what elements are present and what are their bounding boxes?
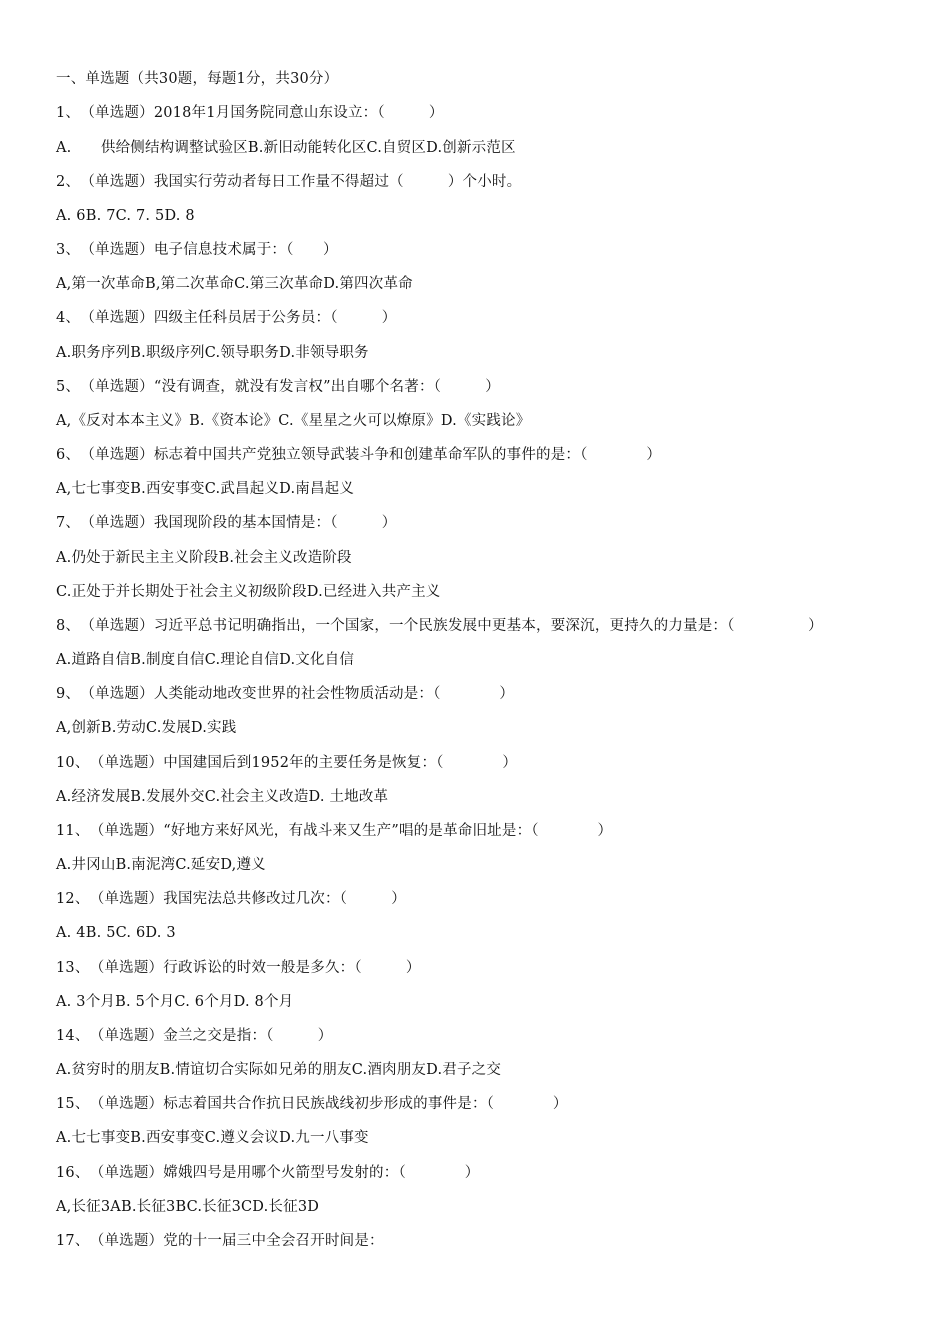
question-16: 16、 （单选题）嫦娥四号是用哪个火箭型号发射的：（ ） xyxy=(56,1165,480,1181)
question-4: 4、 （单选题）四级主任科员居于公务员：（ ） xyxy=(56,310,397,326)
options-12: A. 4B. 5C. 6D. 3 xyxy=(56,925,176,941)
question-17: 17、 （单选题）党的十一届三中全会召开时间是： xyxy=(56,1233,384,1249)
options-4: A.职务序列B.职级序列C.领导职务D.非领导职务 xyxy=(56,345,369,361)
options-2: A. 6B. 7C. 7. 5D. 8 xyxy=(56,208,195,224)
options-15: A.七七事变B.西安事变C.遵义会议D.九一八事变 xyxy=(56,1130,369,1146)
options-11: A.井冈山B.南泥湾C.延安D,遵义 xyxy=(56,857,266,873)
question-5: 5、 （单选题）“没有调查，就没有发言权”出自哪个名著：（ ） xyxy=(56,379,500,395)
question-3: 3、 （单选题）电子信息技术属于：（ ） xyxy=(56,242,338,258)
question-1: 1、 （单选题）2018年1月国务院同意山东设立：（ ） xyxy=(56,105,444,121)
options-8: A.道路自信B.制度自信C.理论自信D.文化自信 xyxy=(56,652,355,668)
options-16: A,长征3AB.长征3BC.长征3CD.长征3D xyxy=(56,1199,320,1215)
options-7b: C.正处于并长期处于社会主义初级阶段D.已经进入共产主义 xyxy=(56,584,441,600)
question-14: 14、 （单选题）金兰之交是指：（ ） xyxy=(56,1028,333,1044)
options-6: A,七七事变B.西安事变C.武昌起义D.南昌起义 xyxy=(56,481,355,497)
options-5: A,《反对本本主义》B.《资本论》C.《星星之火可以燎原》D.《实践论》 xyxy=(56,413,531,429)
options-9: A,创新B.劳动C.发展D.实践 xyxy=(56,720,237,736)
question-7: 7、 （单选题）我国现阶段的基本国情是：（ ） xyxy=(56,515,397,531)
options-13: A. 3个月B. 5个月C. 6个月D. 8个月 xyxy=(56,994,294,1010)
question-10: 10、 （单选题）中国建国后到1952年的主要任务是恢复：（ ） xyxy=(56,755,518,771)
question-2: 2、 （单选题）我国实行劳动者每日工作量不得超过（ ）个小时。 xyxy=(56,174,522,190)
question-8: 8、 （单选题）习近平总书记明确指出，一个国家，一个民族发展中更基本，要深沉，更持久的力量是：（ ） xyxy=(56,618,823,634)
question-12: 12、 （单选题）我国宪法总共修改过几次：（ ） xyxy=(56,891,406,907)
question-9: 9、 （单选题）人类能动地改变世界的社会性物质活动是：（ ） xyxy=(56,686,515,702)
options-3: A,第一次革命B,第二次革命C.第三次革命D.第四次革命 xyxy=(56,276,413,292)
options-1: A. 供给侧结构调整试验区B.新旧动能转化区C.自贸区D.创新示范区 xyxy=(56,140,516,156)
question-15: 15、 （单选题）标志着国共合作抗日民族战线初步形成的事件是：（ ） xyxy=(56,1096,568,1112)
options-10: A.经济发展B.发展外交C.社会主义改造D. 土地改革 xyxy=(56,789,389,805)
question-11: 11、 （单选题）“好地方来好风光，有战斗来又生产”唱的是革命旧址是：（ ） xyxy=(56,823,613,839)
question-6: 6、 （单选题）标志着中国共产党独立领导武装斗争和创建革命军队的事件的是：（ ） xyxy=(56,447,662,463)
question-13: 13、 （单选题）行政诉讼的时效一般是多久：（ ） xyxy=(56,960,421,976)
section-heading: 一、单选题（共30题，每题1分，共30分） xyxy=(56,71,339,87)
options-14: A.贫穷时的朋友B.情谊切合实际如兄弟的朋友C.酒肉朋友D.君子之交 xyxy=(56,1062,502,1078)
options-7a: A.仍处于新民主主义阶段B.社会主义改造阶段 xyxy=(56,550,352,566)
